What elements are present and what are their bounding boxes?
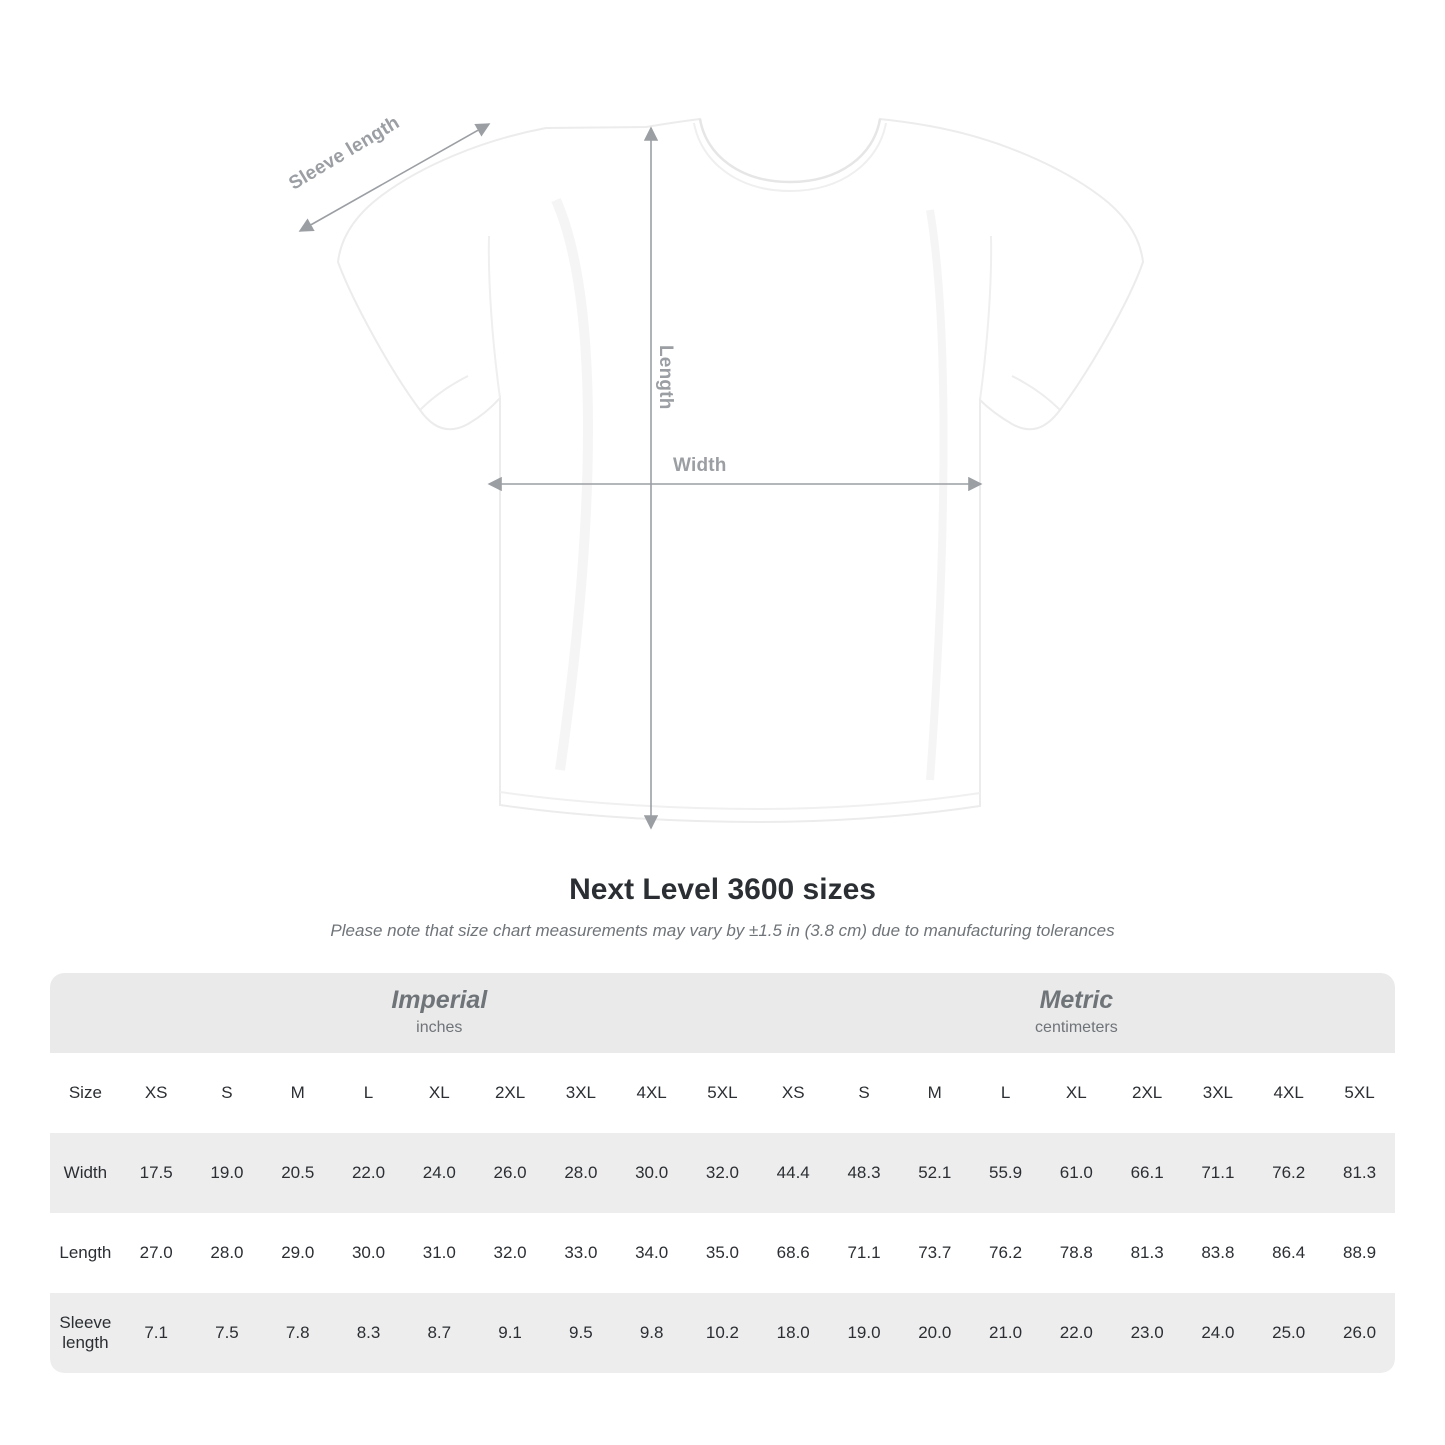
unit-header-metric (758, 973, 1395, 1053)
width-label: Width (673, 455, 727, 476)
size-table-wrapper (50, 973, 1395, 1373)
cell-width-imperial-xl: 24.0 (404, 1133, 475, 1213)
unit-header-row (50, 973, 1395, 1053)
cell-width-metric-5xl: 81.3 (1324, 1133, 1395, 1213)
cell-length-imperial-2xl: 32.0 (475, 1213, 546, 1293)
size-col-metric-s: S (858, 1083, 870, 1102)
cell-width-imperial-s: 19.0 (192, 1133, 263, 1213)
cell-sleeve-metric-4xl: 25.0 (1253, 1293, 1324, 1373)
cell-length-metric-m: 73.7 (899, 1213, 970, 1293)
cell-length-metric-3xl: 83.8 (1183, 1213, 1254, 1293)
cell-length-metric-xl: 78.8 (1041, 1213, 1112, 1293)
cell-length-metric-s: 71.1 (829, 1213, 900, 1293)
cell-sleeve-metric-l: 21.0 (970, 1293, 1041, 1373)
cell-length-imperial-xl: 31.0 (404, 1213, 475, 1293)
cell-sleeve-metric-s: 19.0 (829, 1293, 900, 1373)
cell-sleeve-imperial-5xl: 10.2 (687, 1293, 758, 1373)
cell-length-metric-5xl: 88.9 (1324, 1213, 1395, 1293)
cell-width-metric-l: 55.9 (970, 1133, 1041, 1213)
size-table (50, 973, 1395, 1373)
unit-header-imperial (121, 973, 758, 1053)
size-col-metric-m: M (927, 1083, 942, 1102)
cell-width-metric-m: 52.1 (899, 1133, 970, 1213)
cell-sleeve-metric-xl: 22.0 (1041, 1293, 1112, 1373)
size-col-metric-l: L (1000, 1083, 1011, 1102)
cell-length-metric-xs: 68.6 (758, 1213, 829, 1293)
unit-header-spacer (50, 973, 121, 1053)
size-label-cell: Size (68, 1083, 102, 1102)
cell-length-imperial-s: 28.0 (192, 1213, 263, 1293)
cell-width-metric-3xl: 71.1 (1183, 1133, 1254, 1213)
cell-sleeve-imperial-4xl: 9.8 (616, 1293, 687, 1373)
size-col-metric-5xl: 5XL (1344, 1083, 1375, 1102)
cell-width-metric-s: 48.3 (829, 1133, 900, 1213)
cell-width-metric-xl: 61.0 (1041, 1133, 1112, 1213)
table-row (50, 1293, 1395, 1373)
cell-length-imperial-5xl: 35.0 (687, 1213, 758, 1293)
cell-sleeve-imperial-l: 8.3 (333, 1293, 404, 1373)
cell-width-imperial-4xl: 30.0 (616, 1133, 687, 1213)
cell-sleeve-metric-2xl: 23.0 (1112, 1293, 1183, 1373)
size-col-imperial-l: L (363, 1083, 374, 1102)
unit-name-imperial: Imperial (391, 985, 488, 1014)
size-col-metric-2xl: 2XL (1131, 1083, 1163, 1102)
cell-sleeve-metric-3xl: 24.0 (1183, 1293, 1254, 1373)
cell-length-metric-2xl: 81.3 (1112, 1213, 1183, 1293)
cell-sleeve-metric-5xl: 26.0 (1324, 1293, 1395, 1373)
title-block (0, 873, 1445, 941)
size-col-imperial-2xl: 2XL (494, 1083, 526, 1102)
cell-width-imperial-2xl: 26.0 (475, 1133, 546, 1213)
row-label-sleeve-length: Sleeve length (50, 1293, 121, 1373)
size-col-metric-3xl: 3XL (1202, 1083, 1234, 1102)
cell-length-metric-4xl: 86.4 (1253, 1213, 1324, 1293)
table-row (50, 1213, 1395, 1293)
size-col-imperial-4xl: 4XL (636, 1083, 667, 1102)
cell-sleeve-imperial-xs: 7.1 (121, 1293, 192, 1373)
cell-width-metric-2xl: 66.1 (1112, 1133, 1183, 1213)
page-title: Next Level 3600 sizes (569, 873, 876, 906)
cell-width-imperial-5xl: 32.0 (687, 1133, 758, 1213)
cell-width-imperial-m: 20.5 (262, 1133, 333, 1213)
size-col-imperial-5xl: 5XL (707, 1083, 738, 1102)
size-col-metric-4xl: 4XL (1273, 1083, 1304, 1102)
cell-length-imperial-m: 29.0 (262, 1213, 333, 1293)
table-row (50, 1133, 1395, 1213)
size-col-imperial-s: S (221, 1083, 233, 1102)
cell-sleeve-imperial-xl: 8.7 (404, 1293, 475, 1373)
cell-length-imperial-xs: 27.0 (121, 1213, 192, 1293)
size-col-imperial-xl: XL (428, 1083, 450, 1102)
length-label: Length (655, 345, 676, 410)
cell-width-imperial-xs: 17.5 (121, 1133, 192, 1213)
cell-sleeve-metric-xs: 18.0 (758, 1293, 829, 1373)
size-header-row (50, 1053, 1395, 1133)
row-label-width: Width (50, 1133, 121, 1213)
cell-sleeve-imperial-m: 7.8 (262, 1293, 333, 1373)
unit-name-metric: Metric (1039, 985, 1114, 1014)
row-label-length: Length (50, 1213, 121, 1293)
cell-length-imperial-3xl: 33.0 (545, 1213, 616, 1293)
cell-sleeve-imperial-2xl: 9.1 (475, 1293, 546, 1373)
cell-width-imperial-3xl: 28.0 (545, 1133, 616, 1213)
cell-length-imperial-4xl: 34.0 (616, 1213, 687, 1293)
cell-sleeve-imperial-s: 7.5 (192, 1293, 263, 1373)
cell-sleeve-imperial-3xl: 9.5 (545, 1293, 616, 1373)
sleeve-length-label: Sleeve length (285, 112, 404, 195)
cell-width-metric-4xl: 76.2 (1253, 1133, 1324, 1213)
cell-length-metric-l: 76.2 (970, 1213, 1041, 1293)
unit-sub-metric: centimeters (1035, 1018, 1118, 1036)
size-col-metric-xl: XL (1065, 1083, 1087, 1102)
tshirt-shape (338, 119, 1143, 822)
cell-width-imperial-l: 22.0 (333, 1133, 404, 1213)
size-col-imperial-3xl: 3XL (565, 1083, 596, 1102)
size-col-metric-xs: XS (781, 1083, 805, 1102)
size-col-imperial-m: M (290, 1083, 305, 1102)
unit-sub-imperial: inches (416, 1018, 463, 1036)
size-col-imperial-xs: XS (144, 1083, 168, 1102)
cell-length-imperial-l: 30.0 (333, 1213, 404, 1293)
cell-sleeve-metric-m: 20.0 (899, 1293, 970, 1373)
cell-width-metric-xs: 44.4 (758, 1133, 829, 1213)
tolerance-note: Please note that size chart measurements may vary by ±1.5 in (3.8 cm) due to manufacturing tolerances (330, 921, 1115, 940)
